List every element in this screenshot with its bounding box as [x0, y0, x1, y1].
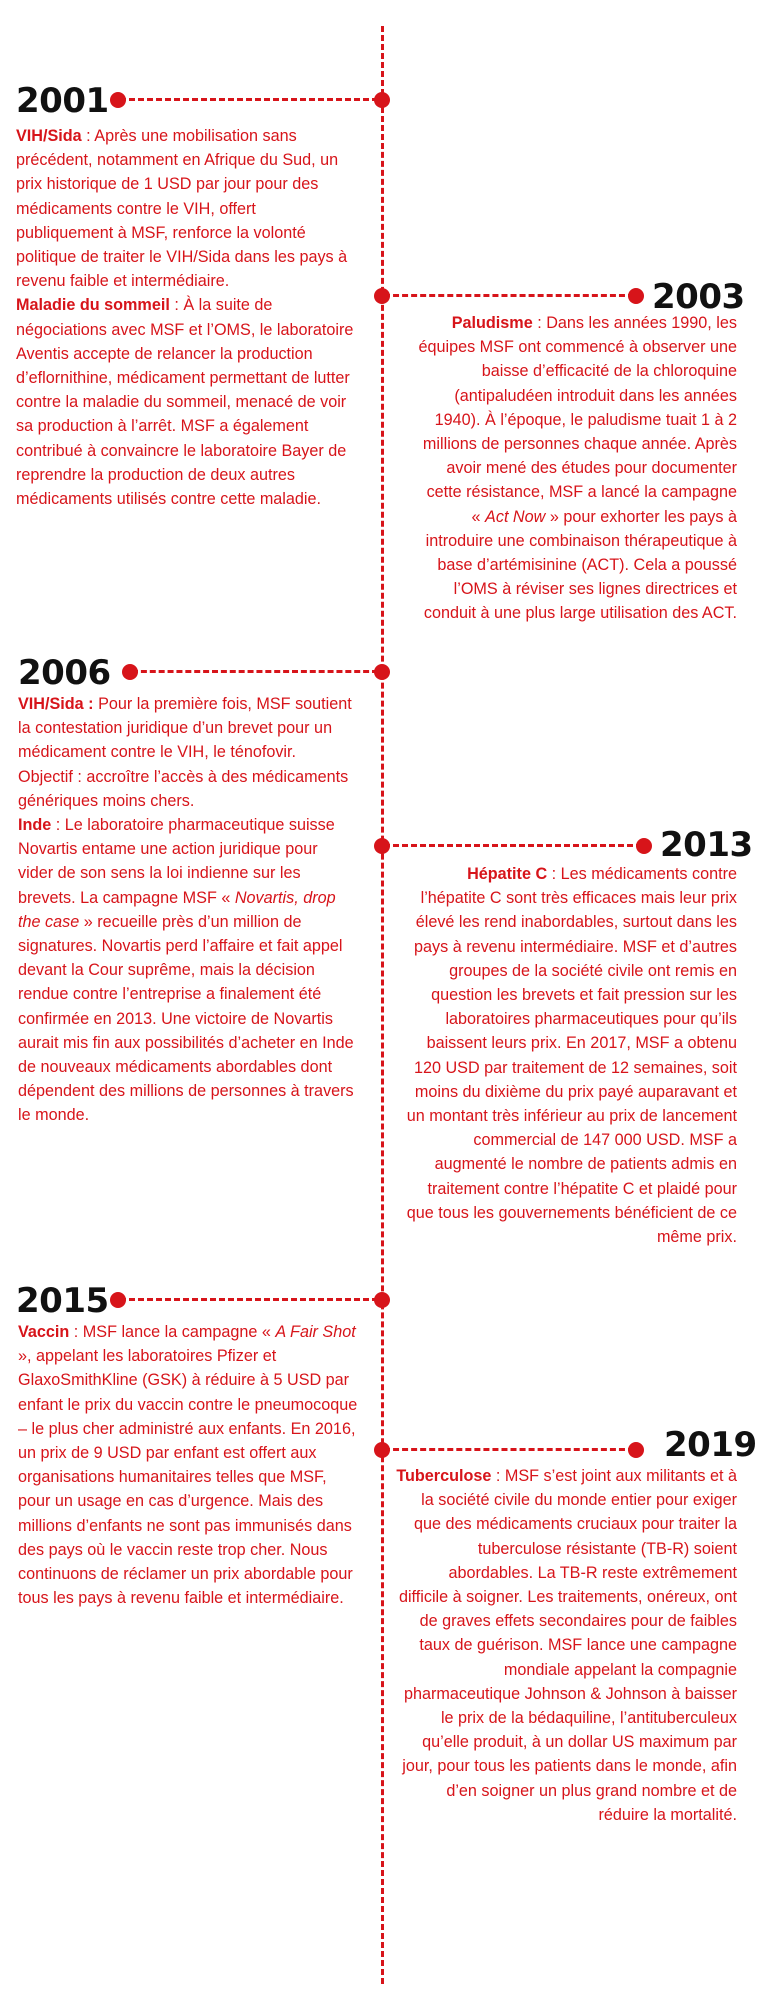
entry-text: À la suite de négociations avec MSF et l’OMS, le laboratoire Aventis accepte de relancer la production d’eflornithine, médicament permettant de lutter contre la maladie du sommeil, menacé de voir sa production à l’arrêt. MSF a également contribué à convaincre le laboratoire Bayer de reprendre la production de deux autres médicaments utilisés contre cette maladie. [16, 296, 354, 509]
entry-keyword: Inde [18, 816, 52, 835]
entry-text: » pour exhorter les pays à introduire une combinaison thérapeutique à base d’artémisinine (ACT). Cela a poussé l’OMS à réviser ses lignes directrices et conduit à une plus large utilisation des ACT. [423, 507, 737, 623]
entry-text: MSF s’est joint aux militants et à la société civile du monde entier pour exiger que des médicaments cruciaux pour traiter la tuberculose résistante (TB-R) soient abordables. La TB-R reste extrêmement difficile à soigner. Les traitements, onéreux, ont de graves effets secondaires pour de faibles taux de guérison. MSF lance une campagne mondiale appelant la compagnie pharmaceutique Johnson & Johnson à baisser le prix de la bédaquiline, l’antituberculeux qu’elle produit, à un dollar US maximum par jour, pour tous les patients dans le monde, afin d’en soigner un plus grand nombre et de réduire la mortalité. [398, 1467, 737, 1824]
entry-2019 [396, 1464, 737, 1827]
entry-keyword: Hépatite C [467, 865, 548, 883]
year-2003: 2003 [652, 277, 745, 317]
entry-text: Le laboratoire pharmaceutique suisse Novartis entame une action juridique pour vider de son sens la loi indienne sur les brevets. La campagne MSF « [18, 816, 335, 907]
entry-keyword: Maladie du sommeil [16, 296, 170, 315]
entry-2006 [18, 692, 354, 1128]
entry-text: Pour la première fois, MSF soutient la contestation juridique d’un brevet pour un médicament contre le VIH, le ténofovir. Objectif : accroître l’accès à des médicaments génériques moins chers. [18, 695, 352, 810]
entry-text: », appelant les laboratoires Pfizer et GlaxoSmithKline (GSK) à réduire à 5 USD par enfant le prix du vaccin contre le pneumocoque – le plus cher administré aux enfants. En 2016, un prix de 9 USD par enfant est offert aux organisations humanitaires telles que MSF, pour un usage en cas d’urgence. Mais des millions d’enfants ne sont pas immunisés dans des pays où le vaccin reste trop cher. Nous continuons de réclamer un prix abordable pour tous les pays à revenu faible et intermédiaire. [18, 1347, 358, 1608]
timeline-spine [381, 26, 384, 1984]
entry-paragraph [18, 813, 354, 1128]
entry-text: Les médicaments contre l’hépatite C sont très efficaces mais leur prix élevé les rend inabordables, surtout dans les pays à revenu intermédiaire. MSF et d’autres groupes de la société civile ont remis en question les brevets et fait pression sur les laboratoires pharmaceutiques pour qu’ils baissent leurs prix. En 2017, MSF a obtenu 120 USD par traitement de 12 semaines, soit moins du dixième du prix payé auparavant et un montant très inférieur au prix de lancement commercial de 147 000 USD. MSF a augmenté le nombre de patients admis en traitement contre l’hépatite C et plaidé pour que tous les gouvernements bénéficient de ce même prix. [406, 865, 737, 1247]
entry-keyword: Paludisme [451, 314, 533, 332]
entry-paragraph [16, 293, 356, 511]
year-2013: 2013 [660, 825, 753, 865]
entry-paragraph [18, 1320, 358, 1610]
entry-keyword: VIH/Sida : [18, 695, 94, 713]
timeline-dot-2019-label [628, 1442, 644, 1458]
entry-text: » recueille près d’un million de signatures. Novartis perd l’affaire et fait appel devant la Cour suprême, mais la décision rendue contre l’entreprise a finalement été confirmée en 2013. Une victoire de Novartis aurait mis fin aux possibilités d’acheter en Inde de nouveaux médicaments abordables dont dépendent des millions de personnes à travers le monde. [18, 912, 354, 1125]
entry-text: Après une mobilisation sans précédent, notamment en Afrique du Sud, un prix historique de 1 USD par jour pour des médicaments contre le VIH, offert publiquement à MSF, renforce la volonté politique de traiter le VIH/Sida dans les pays à revenu faible et intermédiaire. [16, 127, 348, 291]
entry-keyword: VIH/Sida [16, 127, 82, 145]
entry-2003 [415, 311, 737, 626]
timeline-connector-2001 [120, 98, 378, 101]
entry-keyword: Vaccin [18, 1323, 70, 1341]
entry-separator: : [547, 865, 561, 883]
entry-separator: : [169, 296, 184, 315]
entry-paragraph [396, 1464, 737, 1827]
entry-paragraph [18, 692, 354, 813]
timeline-dot-2001-spine [374, 92, 390, 108]
timeline-connector-2013 [384, 844, 642, 847]
timeline-connector-2006 [132, 670, 378, 673]
timeline-connector-2019 [384, 1448, 634, 1451]
timeline-connector-2003 [384, 294, 634, 297]
entry-separator: : [69, 1323, 83, 1341]
entry-campaign-name: Novartis, drop the case [18, 888, 336, 931]
year-2001: 2001 [16, 81, 109, 121]
entry-2013 [402, 862, 737, 1249]
entry-paragraph [16, 124, 356, 293]
entry-text: Dans les années 1990, les équipes MSF ont commencé à observer une baisse d’efficacité de la chloroquine (antipaludéen introduit dans les années 1940). À l’époque, le paludisme tuait 1 à 2 millions de personnes chaque année. Après avoir mené des études pour documenter cette résistance, MSF a lancé la campagne « [418, 314, 737, 526]
entry-campaign-name: Act Now [485, 507, 546, 526]
entry-2015 [18, 1320, 358, 1610]
entry-2001 [16, 124, 356, 511]
timeline-dot-2006-spine [374, 664, 390, 680]
entry-separator: : [81, 127, 95, 145]
entry-text: MSF lance la campagne « [82, 1323, 276, 1341]
timeline-dot-2015-spine [374, 1292, 390, 1308]
entry-separator: : [491, 1467, 505, 1485]
entry-separator: : [532, 314, 547, 332]
year-2006: 2006 [18, 653, 111, 693]
entry-campaign-name: A Fair Shot [275, 1323, 356, 1341]
timeline-connector-2015 [120, 1298, 378, 1301]
year-2019: 2019 [664, 1425, 757, 1465]
entry-keyword: Tuberculose [396, 1467, 492, 1485]
entry-paragraph [415, 311, 737, 626]
year-2015: 2015 [16, 1281, 109, 1321]
entry-separator: : [51, 816, 65, 835]
timeline-dot-2003-label [628, 288, 644, 304]
entry-paragraph [402, 862, 737, 1249]
timeline-dot-2013-label [636, 838, 652, 854]
